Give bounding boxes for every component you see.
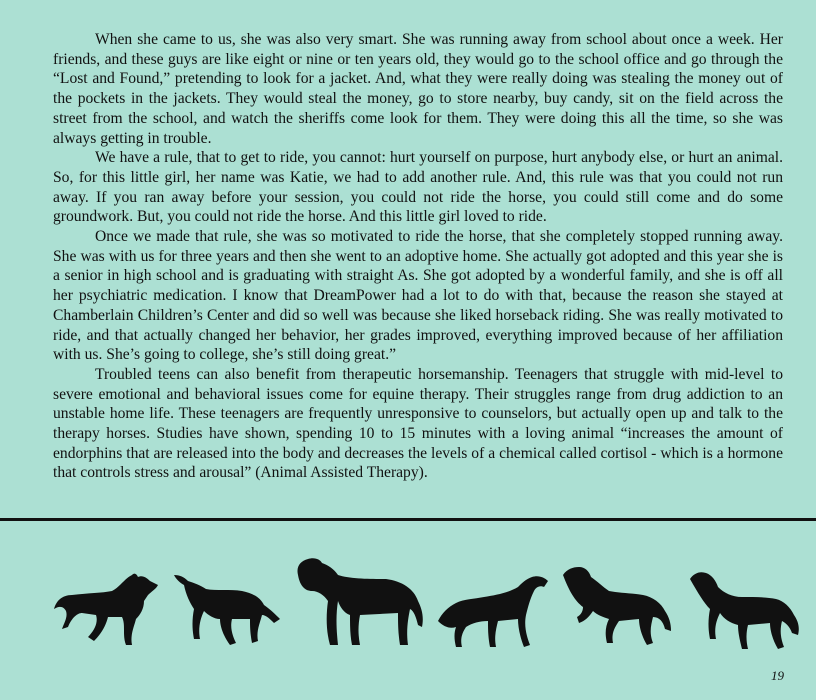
trotting-horse-icon	[684, 567, 804, 655]
horse-silhouette-row	[50, 555, 810, 655]
cantering-horse-icon	[555, 561, 675, 655]
divider-rule	[0, 518, 816, 521]
walking-horse-icon	[434, 567, 554, 655]
paragraph-4: Troubled teens can also benefit from therapeutic horsemanship. Teenagers that struggle with mid-level to severe emotional and behavioral issues come for equine therapy. Their struggles range from drug addiction to an unstable home life. These teenagers are frequently unresponsive to counselors, but actually open up and talk to the therapy horses. Studies have shown, spending 10 to 15 minutes with a loving animal “increases the amount of endorphins that are released into the body and decreases the levels of a chemical called cortisol - which is a hormone that controls stress and arousal” (Animal Assisted Therapy).	[53, 365, 783, 482]
standing-horse-icon	[290, 555, 430, 655]
galloping-horse-icon	[52, 565, 162, 655]
paragraph-2: We have a rule, that to get to ride, you cannot: hurt yourself on purpose, hurt anybody else, or hurt an animal. So, for this little girl, her name was Katie, we had to add another rule. And, this rule was that you could not run away. If you ran away before your session, you could not ride the horse, you could still come and do some groundwork. But, you could not ride the horse. And this little girl loved to ride.	[53, 149, 783, 226]
paragraph-1: When she came to us, she was also very smart. She was running away from school about once a week. Her friends, and these guys are like eight or nine or ten years old, they would go to the school office and go through the “Lost and Found,” pretending to look for a jacket. And, what they were really doing was stealing the money out of the pockets in the jackets. They would steal the money, go to store nearby, buy candy, sit on the field across the street from the school, and watch the sheriffs come look for them. They were doing this all the time, so she was always getting in trouble.	[53, 31, 783, 147]
page-number: 19	[771, 668, 784, 683]
trotting-horse-icon	[170, 563, 285, 655]
body-text	[53, 30, 783, 483]
paragraph-3: Once we made that rule, she was so motivated to ride the horse, that she completely stopped running away. She was with us for three years and then she went to an adoptive home. She actually got adopted and this year she is a senior in high school and is graduating with straight As. She got adopted by a wonderful family, and she is off all her psychiatric medication. I know that DreamPower had a lot to do with that, because the reason she stayed at Chamberlain Children’s Center and did so well was because she liked horseback riding. She was really motivated to ride, and that actually changed her behavior, her grades improved, everything improved because of her affiliation with us. She’s going to college, she’s still doing great.”	[53, 228, 783, 364]
